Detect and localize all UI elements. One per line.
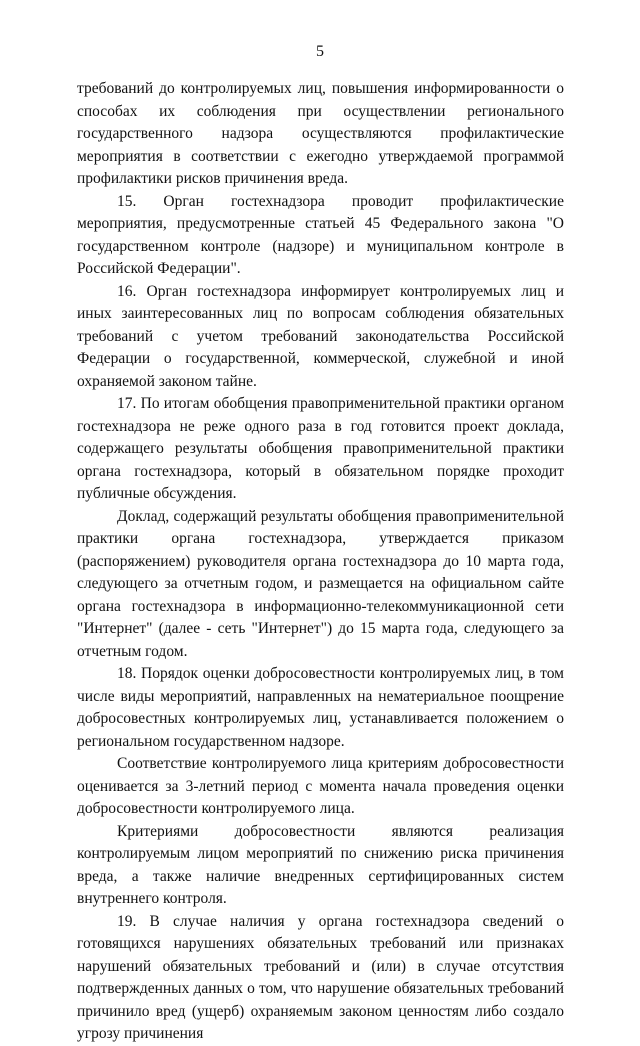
paragraph-continuation: требований до контролируемых лиц, повышения информированности о способах их соблюдения при осуществлении регионального государственного надзора осуществляются профилактические мероприятия в соответствии с ежегодно утверждаемой программой профилактики рисков причинения вреда. (77, 80, 564, 187)
paragraph-18-compliance: Соответствие контролируемого лица критериям добросовестности оценивается за 3-летний период с момента начала проведения оценки добросовестности контролируемого лица. (77, 755, 564, 817)
paragraph-17-report: Доклад, содержащий результаты обобщения правоприменительной практики органа гостехнадзора, утверждается приказом (распоряжением) руководителя органа гостехнадзора до 10 марта года, следующего за отчетным годом, и размещается на официальном сайте органа гостехнадзора в информационно-телекоммуникационной сети "Интернет" (далее - сеть "Интернет") до 15 марта года, следующего за отчетным годом. (77, 507, 564, 660)
paragraph-18-criteria: Критериями добросовестности являются реализация контролируемым лицом мероприятий по снижению риска причинения вреда, а также наличие внедренных сертифицированных систем внутреннего контроля. (77, 822, 564, 907)
page-number: 5 (316, 43, 324, 60)
paragraph-18: 18. Порядок оценки добросовестности контролируемых лиц, в том числе виды мероприятий, направленных на нематериальное поощрение добросовестных контролируемых лиц, устанавливается положением о региональном государственном надзоре. (77, 665, 564, 750)
paragraph-19: 19. В случае наличия у органа гостехнадзора сведений о готовящихся нарушениях обязательных требований или признаках нарушений обязательных требований и (или) в случае отсутствия подтвержденных данных о том, что нарушение обязательных требований причинило вред (ущерб) охраняемым законом ценностям либо создало угрозу причинения (77, 912, 564, 1042)
paragraph-16: 16. Орган гостехнадзора информирует контролируемых лиц и иных заинтересованных лиц по вопросам соблюдения обязательных требований с учетом требований законодательства Российской Федерации о государственной, коммерческой, служебной и иной охраняемой законом тайне. (77, 282, 564, 390)
paragraph-15: 15. Орган гостехнадзора проводит профилактические мероприятия, предусмотренные статьей 45 Федерального закона "О государственном контроле (надзоре) и муниципальном контроле в Российской Федерации". (77, 192, 564, 277)
document-body (77, 78, 564, 1046)
paragraph-17: 17. По итогам обобщения правоприменительной практики органом гостехнадзора не реже одного раза в год готовится проект доклада, содержащего результаты обобщения правоприменительной практики органа гостехнадзора, который в обязательном порядке проходит публичные обсуждения. (77, 395, 564, 502)
